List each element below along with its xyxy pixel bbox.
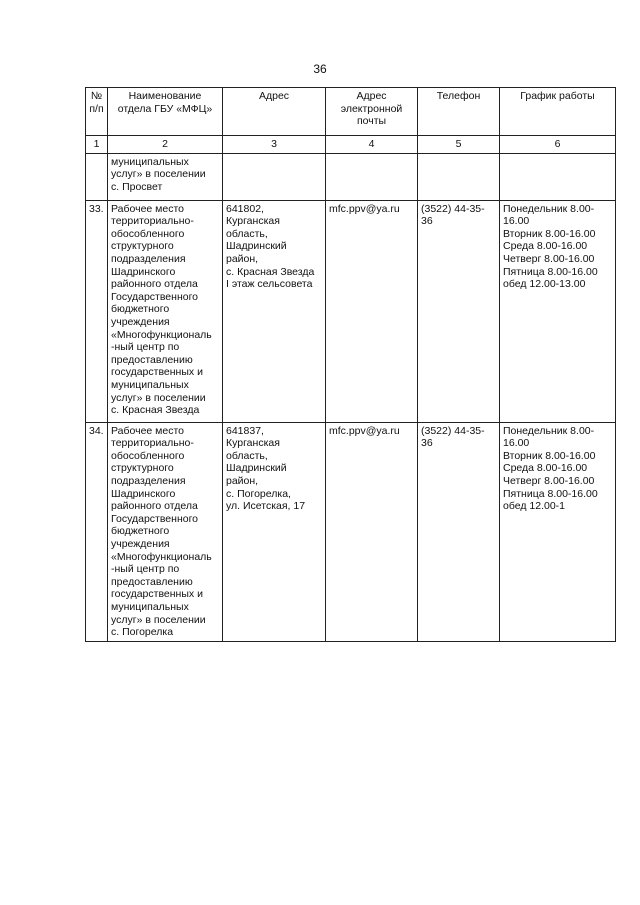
header-email: Адрес электронной почты (326, 88, 418, 136)
header-phone: Телефон (418, 88, 500, 136)
office-name: муниципальных услуг» в поселении с. Просвет (108, 153, 223, 200)
office-phone (418, 153, 500, 200)
office-phone: (3522) 44-35- 36 (418, 422, 500, 641)
office-schedule: Понедельник 8.00- 16.00 Вторник 8.00-16.00 Среда 8.00-16.00 Четверг 8.00-16.00 Пятница 8.00-16.00 обед 12.00-13.00 (500, 200, 616, 422)
column-number: 1 (86, 136, 108, 154)
header-number: № п/п (86, 88, 108, 136)
header-address: Адрес (223, 88, 326, 136)
column-number: 3 (223, 136, 326, 154)
table-row (86, 200, 616, 422)
row-number (86, 153, 108, 200)
office-name: Рабочее место территориально- обособленного структурного подразделения Шадринского районного отдела Государственного бюджетного учреждения «Многофункциональ -ный центр по предоставлению государственных и муниципальных услуг» в поселении с. Погорелка (108, 422, 223, 641)
table-row-continuation (86, 153, 616, 200)
office-address (223, 153, 326, 200)
table-row (86, 422, 616, 641)
office-phone: (3522) 44-35- 36 (418, 200, 500, 422)
office-email: mfc.ppv@ya.ru (326, 422, 418, 641)
table-header-row (86, 88, 616, 136)
column-number: 4 (326, 136, 418, 154)
page-number: 36 (313, 62, 327, 76)
office-address: 641837, Курганская область, Шадринский район, с. Погорелка, ул. Исетская, 17 (223, 422, 326, 641)
office-schedule: Понедельник 8.00- 16.00 Вторник 8.00-16.00 Среда 8.00-16.00 Четверг 8.00-16.00 Пятница 8.00-16.00 обед 12.00-1 (500, 422, 616, 641)
office-email: mfc.ppv@ya.ru (326, 200, 418, 422)
office-name: Рабочее место территориально- обособленного структурного подразделения Шадринского районного отдела Государственного бюджетного учреждения «Многофункциональ -ный центр по предоставлению государственных и муниципальных услуг» в поселении с. Красная Звезда (108, 200, 223, 422)
column-number: 6 (500, 136, 616, 154)
column-number: 2 (108, 136, 223, 154)
mfc-offices-table (85, 87, 616, 642)
row-number: 33. (86, 200, 108, 422)
header-name: Наименование отдела ГБУ «МФЦ» (108, 88, 223, 136)
column-number: 5 (418, 136, 500, 154)
office-email (326, 153, 418, 200)
header-schedule: График работы (500, 88, 616, 136)
office-schedule (500, 153, 616, 200)
row-number: 34. (86, 422, 108, 641)
column-number-row (86, 136, 616, 154)
office-address: 641802, Курганская область, Шадринский район, с. Красная Звезда I этаж сельсовета (223, 200, 326, 422)
